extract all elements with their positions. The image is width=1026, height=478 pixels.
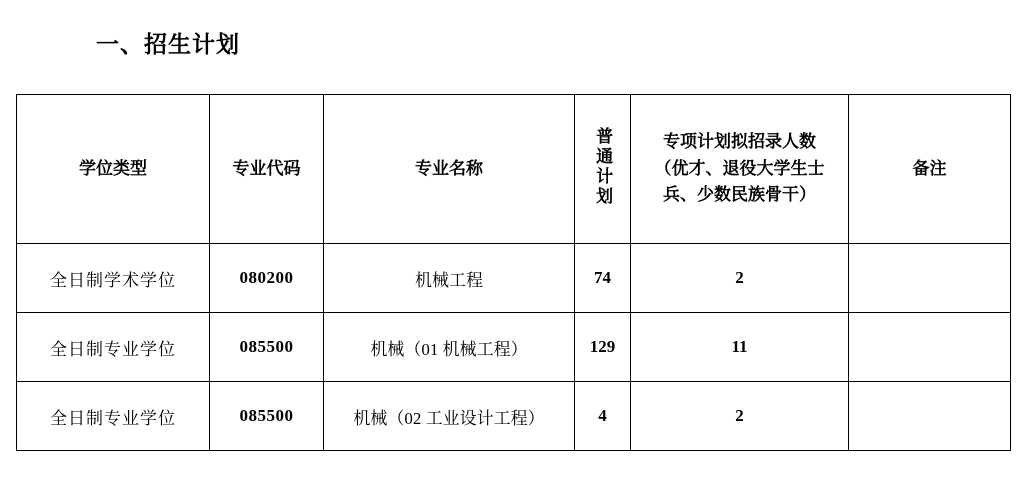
cell-special-plan: 11	[631, 313, 849, 382]
special-plan-line-3: 兵、少数民族骨干）	[663, 185, 816, 205]
table-header	[17, 95, 1011, 244]
cell-major-code: 080200	[210, 244, 324, 313]
table-header-row	[17, 95, 1011, 244]
column-header-remark	[849, 95, 1011, 244]
special-plan-line-2: （优才、退役大学生士	[654, 158, 825, 178]
cell-special-plan: 2	[631, 382, 849, 451]
column-header-general-plan	[575, 95, 631, 244]
table-row	[17, 382, 1011, 451]
column-header-remark-label: 备注	[912, 159, 947, 179]
column-header-major-code-label: 专业代码	[232, 159, 301, 179]
cell-general-plan: 74	[575, 244, 631, 313]
page-title: 一、招生计划	[96, 32, 240, 57]
table-body	[17, 244, 1011, 451]
column-header-major-name	[324, 95, 575, 244]
admission-plan-table	[16, 94, 1011, 451]
table-row	[17, 313, 1011, 382]
column-header-degree-type-label: 学位类型	[79, 159, 147, 179]
column-header-major-code	[210, 95, 324, 244]
cell-major-name: 机械工程	[324, 244, 575, 313]
special-plan-line-1: 专项计划拟招录人数	[663, 132, 816, 152]
column-header-special-plan	[631, 95, 849, 244]
cell-remark	[849, 313, 1011, 382]
cell-remark	[849, 244, 1011, 313]
cell-major-code: 085500	[210, 313, 324, 382]
column-header-general-plan-label: 普通计划	[593, 126, 613, 207]
cell-general-plan: 129	[575, 313, 631, 382]
cell-degree-type: 全日制学术学位	[17, 244, 210, 313]
cell-remark	[849, 382, 1011, 451]
cell-general-plan: 4	[575, 382, 631, 451]
column-header-special-plan-label	[631, 121, 848, 216]
cell-major-name: 机械（01 机械工程）	[324, 313, 575, 382]
cell-degree-type: 全日制专业学位	[17, 382, 210, 451]
column-header-degree-type	[17, 95, 210, 244]
column-header-major-name-label: 专业名称	[415, 159, 483, 179]
table-row	[17, 244, 1011, 313]
cell-degree-type: 全日制专业学位	[17, 313, 210, 382]
cell-special-plan: 2	[631, 244, 849, 313]
cell-major-name: 机械（02 工业设计工程）	[324, 382, 575, 451]
cell-major-code: 085500	[210, 382, 324, 451]
